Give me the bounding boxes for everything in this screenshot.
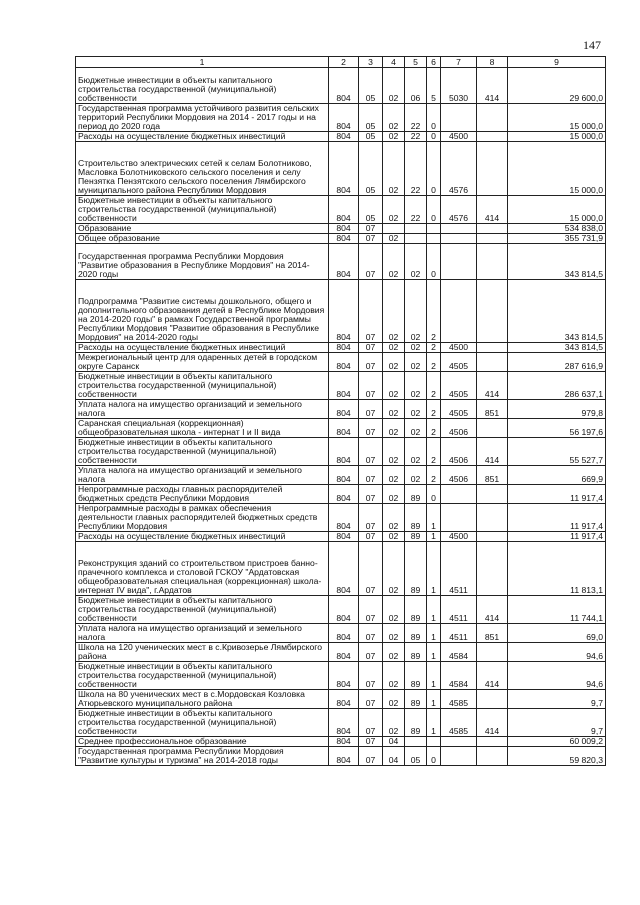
amount-cell: 11 813,1	[508, 542, 606, 596]
row-name-cell: Непрограммные расходы в рамках обеспечения деятельности главных распорядителей бюджетных средств Республики Мордовия	[76, 504, 329, 532]
code-cell: 05	[405, 747, 427, 766]
table-row	[76, 372, 606, 400]
row-name-cell: Подпрограмма "Развитие системы дошкольного, общего и дополнительного образования детей в Республике Мордовия на 2014-2020 годы" в рамках Государственной программы Республики Мордовия "Развитие образования в Республике Мордовия" на 2014-2020 годы	[76, 280, 329, 343]
code-cell: 4505	[441, 372, 477, 400]
code-cell: 07	[359, 353, 383, 372]
amount-cell: 15 000,0	[508, 104, 606, 132]
code-cell: 89	[405, 504, 427, 532]
column-header-6: 6	[427, 57, 441, 68]
table-row	[76, 224, 606, 234]
code-cell: 89	[405, 485, 427, 504]
row-name-cell: Расходы на осуществление бюджетных инвестиций	[76, 343, 329, 353]
code-cell: 02	[383, 244, 405, 280]
table-row	[76, 438, 606, 466]
code-cell: 851	[477, 400, 508, 419]
code-cell	[477, 542, 508, 596]
amount-cell: 343 814,5	[508, 244, 606, 280]
code-cell: 804	[329, 532, 359, 542]
code-cell: 804	[329, 372, 359, 400]
code-cell: 02	[405, 280, 427, 343]
code-cell	[477, 419, 508, 438]
row-name-cell: Государственная программа Республики Мордовия "Развитие культуры и туризма" на 2014-2018 годы	[76, 747, 329, 766]
row-name-cell: Государственная программа устойчивого развития сельских территорий Республики Мордовия на 2014 - 2017 годы и на период до 2020 года	[76, 104, 329, 132]
code-cell: 02	[383, 504, 405, 532]
table-row	[76, 132, 606, 142]
code-cell	[441, 104, 477, 132]
code-cell: 4505	[441, 400, 477, 419]
table-row	[76, 596, 606, 624]
code-cell: 1	[427, 690, 441, 709]
code-cell: 02	[405, 343, 427, 353]
code-cell	[441, 737, 477, 747]
code-cell: 2	[427, 343, 441, 353]
row-name-cell: Бюджетные инвестиции в объекты капитального строительства государственной (муниципальной) собственности	[76, 196, 329, 224]
row-name-cell: Среднее профессиональное образование	[76, 737, 329, 747]
code-cell: 0	[427, 104, 441, 132]
code-cell	[477, 244, 508, 280]
code-cell: 0	[427, 485, 441, 504]
row-name-cell: Саранская специальная (коррекционная) общеобразовательная школа - интернат I и II вида	[76, 419, 329, 438]
code-cell: 4511	[441, 542, 477, 596]
code-cell: 0	[427, 244, 441, 280]
column-header-9: 9	[508, 57, 606, 68]
column-header-4: 4	[383, 57, 405, 68]
amount-cell: 11 744,1	[508, 596, 606, 624]
amount-cell: 59 820,3	[508, 747, 606, 766]
code-cell: 05	[359, 104, 383, 132]
code-cell: 02	[383, 280, 405, 343]
code-cell: 02	[383, 596, 405, 624]
code-cell: 02	[383, 542, 405, 596]
amount-cell: 286 637,1	[508, 372, 606, 400]
amount-cell: 15 000,0	[508, 142, 606, 196]
amount-cell: 287 616,9	[508, 353, 606, 372]
row-name-cell: Государственная программа Республики Мордовия "Развитие образования в Республике Мордовия" на 2014-2020 годы	[76, 244, 329, 280]
row-name-cell: Школа на 80 ученических мест в с.Мордовская Козловка Атюрьевского муниципального района	[76, 690, 329, 709]
code-cell	[405, 737, 427, 747]
code-cell: 89	[405, 690, 427, 709]
code-cell: 804	[329, 400, 359, 419]
table-row	[76, 196, 606, 224]
column-header-8: 8	[477, 57, 508, 68]
table-row	[76, 542, 606, 596]
code-cell: 02	[405, 400, 427, 419]
code-cell: 4585	[441, 709, 477, 737]
row-name-cell: Уплата налога на имущество организаций и земельного налога	[76, 624, 329, 643]
table-row	[76, 68, 606, 104]
code-cell: 804	[329, 104, 359, 132]
code-cell: 4584	[441, 643, 477, 662]
code-cell	[477, 343, 508, 353]
code-cell: 02	[405, 353, 427, 372]
code-cell: 804	[329, 596, 359, 624]
budget-table	[75, 56, 606, 766]
code-cell: 1	[427, 504, 441, 532]
code-cell: 07	[359, 690, 383, 709]
row-name-cell: Бюджетные инвестиции в объекты капитального строительства государственной (муниципальной) собственности	[76, 68, 329, 104]
code-cell: 804	[329, 709, 359, 737]
code-cell: 0	[427, 196, 441, 224]
code-cell	[477, 280, 508, 343]
code-cell: 414	[477, 196, 508, 224]
row-name-cell: Уплата налога на имущество организаций и земельного налога	[76, 400, 329, 419]
code-cell: 2	[427, 438, 441, 466]
code-cell: 07	[359, 485, 383, 504]
code-cell: 851	[477, 624, 508, 643]
row-name-cell: Непрограммные расходы главных распорядителей бюджетных средств Республики Мордовия	[76, 485, 329, 504]
table-row	[76, 662, 606, 690]
code-cell	[427, 224, 441, 234]
code-cell: 07	[359, 224, 383, 234]
code-cell: 804	[329, 132, 359, 142]
code-cell: 07	[359, 662, 383, 690]
code-cell: 804	[329, 438, 359, 466]
table-row	[76, 643, 606, 662]
code-cell: 804	[329, 542, 359, 596]
amount-cell: 11 917,4	[508, 485, 606, 504]
code-cell: 02	[405, 372, 427, 400]
row-name-cell: Межрегиональный центр для одаренных детей в городском округе Саранск	[76, 353, 329, 372]
code-cell: 07	[359, 504, 383, 532]
amount-cell: 11 917,4	[508, 532, 606, 542]
code-cell: 02	[383, 438, 405, 466]
table-row	[76, 400, 606, 419]
code-cell: 804	[329, 68, 359, 104]
code-cell: 804	[329, 196, 359, 224]
code-cell: 2	[427, 466, 441, 485]
code-cell: 804	[329, 280, 359, 343]
code-cell: 804	[329, 142, 359, 196]
code-cell: 414	[477, 662, 508, 690]
column-header-2: 2	[329, 57, 359, 68]
code-cell: 804	[329, 504, 359, 532]
row-name-cell: Образование	[76, 224, 329, 234]
code-cell	[477, 532, 508, 542]
code-cell: 02	[383, 643, 405, 662]
row-name-cell: Реконструкция зданий со строительством пристроев банно-прачечного комплекса и столовой ГСКОУ "Ардатовская общеобразовательная специальная (коррекционная) школа-интернат IV вида", г.Ардатов	[76, 542, 329, 596]
page-number: 147	[583, 38, 601, 52]
code-cell: 07	[359, 400, 383, 419]
table-row	[76, 690, 606, 709]
code-cell: 804	[329, 485, 359, 504]
code-cell: 02	[383, 662, 405, 690]
code-cell: 07	[359, 438, 383, 466]
code-cell: 06	[405, 68, 427, 104]
code-cell: 02	[383, 142, 405, 196]
code-cell: 4511	[441, 596, 477, 624]
code-cell: 02	[383, 353, 405, 372]
code-cell	[477, 737, 508, 747]
code-cell: 804	[329, 690, 359, 709]
code-cell: 07	[359, 244, 383, 280]
amount-cell: 94,6	[508, 643, 606, 662]
amount-cell: 979,8	[508, 400, 606, 419]
code-cell	[441, 280, 477, 343]
code-cell: 4576	[441, 196, 477, 224]
code-cell: 804	[329, 643, 359, 662]
code-cell	[441, 224, 477, 234]
code-cell: 89	[405, 596, 427, 624]
row-name-cell: Бюджетные инвестиции в объекты капитального строительства государственной (муниципальной) собственности	[76, 372, 329, 400]
table-row	[76, 419, 606, 438]
table-row	[76, 709, 606, 737]
amount-cell: 9,7	[508, 709, 606, 737]
code-cell: 2	[427, 353, 441, 372]
code-cell	[383, 224, 405, 234]
code-cell: 89	[405, 532, 427, 542]
code-cell: 89	[405, 624, 427, 643]
code-cell: 5030	[441, 68, 477, 104]
amount-cell: 29 600,0	[508, 68, 606, 104]
table-row	[76, 624, 606, 643]
amount-cell: 60 009,2	[508, 737, 606, 747]
code-cell: 804	[329, 419, 359, 438]
code-cell: 1	[427, 643, 441, 662]
code-cell	[477, 132, 508, 142]
table-row	[76, 142, 606, 196]
code-cell: 07	[359, 466, 383, 485]
amount-cell: 534 838,0	[508, 224, 606, 234]
table-row	[76, 234, 606, 244]
code-cell: 02	[383, 709, 405, 737]
code-cell: 89	[405, 662, 427, 690]
code-cell	[405, 234, 427, 244]
code-cell: 414	[477, 709, 508, 737]
code-cell: 07	[359, 343, 383, 353]
code-cell: 2	[427, 372, 441, 400]
code-cell: 07	[359, 532, 383, 542]
code-cell: 02	[405, 466, 427, 485]
code-cell: 02	[405, 244, 427, 280]
code-cell: 0	[427, 747, 441, 766]
amount-cell: 343 814,5	[508, 343, 606, 353]
code-cell: 02	[383, 104, 405, 132]
code-cell: 804	[329, 624, 359, 643]
code-cell: 07	[359, 419, 383, 438]
code-cell: 02	[383, 690, 405, 709]
code-cell: 05	[359, 68, 383, 104]
amount-cell: 56 197,6	[508, 419, 606, 438]
code-cell: 414	[477, 438, 508, 466]
code-cell: 4500	[441, 343, 477, 353]
column-header-1: 1	[76, 57, 329, 68]
code-cell	[441, 234, 477, 244]
code-cell: 02	[383, 419, 405, 438]
code-cell: 89	[405, 643, 427, 662]
code-cell	[477, 485, 508, 504]
code-cell	[405, 224, 427, 234]
code-cell: 05	[359, 132, 383, 142]
table-row	[76, 485, 606, 504]
code-cell: 2	[427, 400, 441, 419]
code-cell: 4500	[441, 132, 477, 142]
table-row	[76, 747, 606, 766]
code-cell: 1	[427, 532, 441, 542]
code-cell: 804	[329, 234, 359, 244]
code-cell	[427, 234, 441, 244]
code-cell: 22	[405, 142, 427, 196]
code-cell: 804	[329, 343, 359, 353]
code-cell: 07	[359, 643, 383, 662]
amount-cell: 343 814,5	[508, 280, 606, 343]
code-cell: 02	[383, 132, 405, 142]
code-cell: 414	[477, 68, 508, 104]
amount-cell: 94,6	[508, 662, 606, 690]
code-cell: 804	[329, 224, 359, 234]
amount-cell: 9,7	[508, 690, 606, 709]
code-cell: 02	[383, 343, 405, 353]
code-cell: 4584	[441, 662, 477, 690]
code-cell: 804	[329, 466, 359, 485]
code-cell: 02	[383, 372, 405, 400]
code-cell: 5	[427, 68, 441, 104]
table-row	[76, 343, 606, 353]
row-name-cell: Строительство электрических сетей к селам Болотниково, Масловка Болотниковского сельского поселения и селу Пензятка Пензятского сельского поселения Лямбирского муниципального района Республики Мордовия	[76, 142, 329, 196]
code-cell: 02	[405, 419, 427, 438]
row-name-cell: Уплата налога на имущество организаций и земельного налога	[76, 466, 329, 485]
code-cell: 22	[405, 196, 427, 224]
code-cell: 02	[383, 196, 405, 224]
code-cell: 804	[329, 244, 359, 280]
code-cell	[477, 747, 508, 766]
code-cell: 22	[405, 132, 427, 142]
amount-cell: 15 000,0	[508, 132, 606, 142]
code-cell: 02	[383, 400, 405, 419]
column-header-3: 3	[359, 57, 383, 68]
code-cell: 02	[383, 532, 405, 542]
code-cell: 02	[383, 485, 405, 504]
row-name-cell: Бюджетные инвестиции в объекты капитального строительства государственной (муниципальной) собственности	[76, 662, 329, 690]
table-header-row	[76, 57, 606, 68]
code-cell: 4585	[441, 690, 477, 709]
table-row	[76, 737, 606, 747]
code-cell: 05	[359, 142, 383, 196]
code-cell: 414	[477, 596, 508, 624]
code-cell: 0	[427, 142, 441, 196]
code-cell: 02	[383, 624, 405, 643]
row-name-cell: Расходы на осуществление бюджетных инвестиций	[76, 132, 329, 142]
code-cell: 4511	[441, 624, 477, 643]
code-cell	[477, 224, 508, 234]
code-cell: 4506	[441, 419, 477, 438]
amount-cell: 355 731,9	[508, 234, 606, 244]
code-cell	[477, 142, 508, 196]
code-cell: 02	[383, 466, 405, 485]
amount-cell: 69,0	[508, 624, 606, 643]
code-cell: 0	[427, 132, 441, 142]
code-cell: 07	[359, 234, 383, 244]
code-cell: 804	[329, 353, 359, 372]
code-cell: 07	[359, 280, 383, 343]
table-row	[76, 532, 606, 542]
code-cell	[477, 504, 508, 532]
column-header-7: 7	[441, 57, 477, 68]
code-cell: 89	[405, 542, 427, 596]
code-cell: 07	[359, 372, 383, 400]
code-cell: 05	[359, 196, 383, 224]
code-cell: 07	[359, 542, 383, 596]
code-cell: 4576	[441, 142, 477, 196]
code-cell: 804	[329, 662, 359, 690]
row-name-cell: Расходы на осуществление бюджетных инвестиций	[76, 532, 329, 542]
code-cell: 851	[477, 466, 508, 485]
table-row	[76, 280, 606, 343]
code-cell: 02	[383, 68, 405, 104]
code-cell	[477, 234, 508, 244]
row-name-cell: Бюджетные инвестиции в объекты капитального строительства государственной (муниципальной) собственности	[76, 709, 329, 737]
code-cell	[441, 485, 477, 504]
amount-cell: 15 000,0	[508, 196, 606, 224]
row-name-cell: Общее образование	[76, 234, 329, 244]
code-cell: 04	[383, 737, 405, 747]
code-cell: 07	[359, 624, 383, 643]
code-cell: 414	[477, 372, 508, 400]
code-cell	[441, 244, 477, 280]
code-cell	[477, 643, 508, 662]
table-row	[76, 244, 606, 280]
code-cell	[427, 737, 441, 747]
code-cell: 07	[359, 596, 383, 624]
table-row	[76, 466, 606, 485]
row-name-cell: Бюджетные инвестиции в объекты капитального строительства государственной (муниципальной) собственности	[76, 596, 329, 624]
row-name-cell: Школа на 120 ученических мест в с.Кривозерье Лямбирского района	[76, 643, 329, 662]
code-cell: 2	[427, 280, 441, 343]
code-cell	[477, 353, 508, 372]
amount-cell: 11 917,4	[508, 504, 606, 532]
code-cell: 07	[359, 709, 383, 737]
code-cell: 4500	[441, 532, 477, 542]
amount-cell: 55 527,7	[508, 438, 606, 466]
code-cell	[441, 504, 477, 532]
code-cell: 07	[359, 747, 383, 766]
code-cell: 02	[405, 438, 427, 466]
code-cell: 1	[427, 542, 441, 596]
table-row	[76, 353, 606, 372]
code-cell: 07	[359, 737, 383, 747]
code-cell: 1	[427, 709, 441, 737]
code-cell: 4505	[441, 353, 477, 372]
code-cell: 2	[427, 419, 441, 438]
amount-cell: 669,9	[508, 466, 606, 485]
code-cell: 4506	[441, 466, 477, 485]
column-header-5: 5	[405, 57, 427, 68]
code-cell	[477, 690, 508, 709]
table-row	[76, 504, 606, 532]
code-cell: 1	[427, 662, 441, 690]
code-cell: 804	[329, 737, 359, 747]
code-cell: 22	[405, 104, 427, 132]
code-cell: 1	[427, 596, 441, 624]
table-row	[76, 104, 606, 132]
code-cell: 1	[427, 624, 441, 643]
code-cell: 02	[383, 234, 405, 244]
code-cell: 04	[383, 747, 405, 766]
code-cell: 4506	[441, 438, 477, 466]
code-cell: 89	[405, 709, 427, 737]
row-name-cell: Бюджетные инвестиции в объекты капитального строительства государственной (муниципальной) собственности	[76, 438, 329, 466]
code-cell: 804	[329, 747, 359, 766]
code-cell	[441, 747, 477, 766]
code-cell	[477, 104, 508, 132]
